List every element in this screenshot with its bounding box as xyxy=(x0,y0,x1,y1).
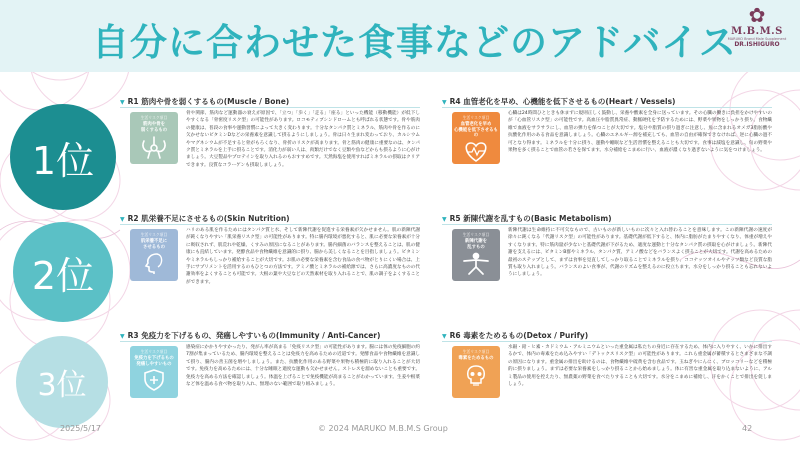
card-title: 肌栄養不足に させるもの xyxy=(140,239,168,250)
brand-doctor: DR.ISHIGURO xyxy=(734,41,780,48)
footer-copyright: © 2024 MARUKO M.B.M.S Group xyxy=(318,424,448,433)
card-title: 筋肉や骨を 弱くするもの xyxy=(140,122,168,133)
section-body: 感染症にかかりやすかったり、発がん率が高まる「免疫リスク型」の可能性があります。腸には体の免疫細胞の約7割が集まっているため、腸内環境を整えることは免疫力を高めるための近道です。発酵食品や食物繊維を意識して摂り、腸内の善玉菌を増やしましょう。また、抗酸化作用のある野菜や果物も積極的に取り入れることが大切です。免疫力を高めるためには、十分な睡眠と適度な運動も欠かせません。ストレスを溜めないことも重要です。免疫力を高める方法を確認しましょう。体温を上げることで免疫機能が高まることがわかっています。生姜や根菜など体を温める食べ物を取り入れ、無理のない範囲で取り組みましょう。 xyxy=(186,345,420,388)
section-body: 心臓は24時間ひとときも休まずに規則正しく鼓動し、栄養や酸素を全身に送っています。その心臓の働きに負担をかけやすいのが「心血管リスク型」の可能性です。高血圧や脂質異常症、動脈硬化を予防するためには、野菜や果物をしっかり摂り、食物繊維で血液をサラサラにし、血管の弾力を保つことが大切です。塩分や脂質の摂り過ぎに注意し、魚に含まれるオメガ3脂肪酸や抗酸化作用のある食品を意識しましょう。心臓のエネルギー源を補充しても、血管の自由が確保できなければ、逆に心臓の過不可となり得ます。ミネラルを十分に摂り、運動や睡眠など生活習慣を整えることも大切です。食事は減塩を意識し、旬の野菜や果物を多く摂ることで血管の若さを保てます。水分補給をこまめに行い、血液が濃くなり過ぎないように気をつけましょう。 xyxy=(508,111,772,154)
triangle-bullet-icon: ▼ xyxy=(442,216,447,223)
card-caption: 生活リスク項目 xyxy=(462,232,490,237)
flower-logo-icon: ✿ xyxy=(748,3,766,27)
risk-card xyxy=(452,346,500,398)
section-r3 xyxy=(120,330,420,422)
section-title: ▼ R5 新陳代謝を乱すもの(Basic Metabolism) xyxy=(442,214,612,223)
section-divider xyxy=(120,224,420,225)
section-divider xyxy=(442,107,772,108)
section-title: ▼ R4 血管老化を早め、心機能を低下させるもの(Heart / Vessels) xyxy=(442,97,676,106)
footer-date: 2025/5/17 xyxy=(60,424,102,433)
card-caption: 生活リスク項目 xyxy=(140,349,168,354)
heart-pulse-icon xyxy=(462,141,490,163)
section-divider xyxy=(442,341,772,342)
triangle-bullet-icon: ▼ xyxy=(442,333,447,340)
triangle-bullet-icon: ▼ xyxy=(120,216,125,223)
skull-icon xyxy=(463,364,489,388)
brand-name: M.B.M.S xyxy=(731,26,783,37)
section-title: ▼ R6 毒素をためるもの(Detox / Purify) xyxy=(442,331,589,340)
triangle-bullet-icon: ▼ xyxy=(120,333,125,340)
rank-label: 1位 xyxy=(31,138,95,183)
risk-card xyxy=(452,229,500,281)
triangle-bullet-icon: ▼ xyxy=(120,99,125,106)
brand-subtitle: MARUKO Brand Male Supplement xyxy=(727,37,787,41)
rank-badge-1 xyxy=(10,104,116,210)
rank-badge-3 xyxy=(16,336,108,428)
face-profile-icon xyxy=(141,252,167,274)
triangle-bullet-icon: ▼ xyxy=(442,99,447,106)
section-divider xyxy=(120,341,420,342)
risk-card xyxy=(130,229,178,281)
risk-card xyxy=(130,112,178,164)
section-title: ▼ R3 免疫力を下げるもの、発癌しやすいもの(Immunity / Anti-Cancer) xyxy=(120,331,381,340)
section-r1 xyxy=(120,96,420,206)
card-caption: 生活リスク項目 xyxy=(140,232,168,237)
section-r6 xyxy=(442,330,772,422)
footer-page-number: 42 xyxy=(742,424,753,433)
card-title: 新陳代謝を 乱すもの xyxy=(465,239,487,250)
yoga-pose-icon xyxy=(462,252,490,276)
section-divider xyxy=(442,224,772,225)
hip-bone-icon xyxy=(139,135,169,159)
card-caption: 生活リスク項目 xyxy=(462,115,490,120)
rank-label: 3位 xyxy=(37,368,87,403)
section-r2 xyxy=(120,213,420,323)
card-caption: 生活リスク項目 xyxy=(462,349,490,354)
rank-label: 2位 xyxy=(31,253,95,298)
risk-card xyxy=(130,346,178,398)
section-r4 xyxy=(442,96,772,206)
section-r5 xyxy=(442,213,772,323)
page-title: 自分に合わせた食事などのアドバイス xyxy=(92,21,737,64)
risk-card xyxy=(452,112,500,164)
section-body: ハリのある肌を作るためにはタンパク質と水、そして新陳代謝を促進する栄養素が欠かせません。肌の新陳代謝が鈍くなりやすい「肌栄養リスク型」の可能性があります。特に腸内環境が悪化すると、肌に必要な栄養素が十分に吸収されず、肌荒れや乾燥、くすみの原因になることがあります。腸内細菌のバランスを整えることは、肌の健康にも直結しています。発酵食品や食物繊維を意識的に摂り、腸から美しくなることを目指しましょう。ビタミンやミネラルもしっかり補給することが大切です。お肌の必要な栄養素を含む食品の食べ物がとりにくい場合は、上手にサプリメントを活用するのもひとつの方法です。アミノ酸とミネラルの補給源では、さらに高濃度なものの代謝効率をよくすることも可能です。大根の葉や大豆などの天然素材を取り入れることで、肌の調子をよくすることができます。 xyxy=(186,228,420,285)
shield-cross-icon xyxy=(142,369,166,391)
section-body: 骨や関節、筋肉など運動器の衰えが原因で、「立つ」「歩く」「走る」「座る」といった機能（移動機能）が低下しやすくなる「骨密度リスク型」の可能性があります。ロコモティブシンドロームとも呼ばれる状態です。骨や筋肉の健康は、普段の食事や運動習慣によって大きく変わります。十分なタンパク質とミネラル、筋肉や骨を作るのに欠かせないビタミンDなどの栄養素を意識して摂るようにしましょう。骨は日々生まれ変わっており、カルシウムやマグネシウムが不足すると骨がもろくなり、骨折のリスクが高まります。骨と筋肉の健康に重要なのは、タンパク質とミネラルを上手に摂ることです。消化力が弱い人は、肉類だけでなく豆類や魚などからも摂るように心がけましょう。大豆製品やプロテインを取り入れるのもおすすめです。天然海塩を使用すればミネラルの摂取はクリアできます。良質なコラーゲンも摂取しましょう。 xyxy=(186,111,420,168)
section-divider xyxy=(120,107,420,108)
card-title: 毒素をためるもの xyxy=(458,356,494,361)
card-title: 免疫力を下げるもの 発癌しやすいもの xyxy=(134,356,174,367)
rank-badge-2 xyxy=(13,222,113,322)
section-body: 水銀・鉛・ヒ素・カドミウム・アルミニウムといった重金属は私たちの身近に存在するため、体内に入りやすく、いかに排出するかで、体内の毒素をため込みやすい「デトックスリスク型」の可能性があります。これら重金属が蓄積するとさまざまな不調の原因になります。重金属の排出を助けるのは、食物繊維や硫黄を含む食品です。玉ねぎやにんにく、ブロッコリーなどを積極的に摂りましょう。まずは必要な栄養素をしっかり摂ることから始めましょう。体に有害な重金属を取り込まないように、アルミ製品の使用を控えたり、無農薬の野菜を食べたりすることも大切です。水分をこまめに補給し、汗をかくことで排出を促しましょう。 xyxy=(508,345,772,388)
section-title: ▼ R1 筋肉や骨を弱くするもの(Muscle / Bone) xyxy=(120,97,290,106)
brand-logo xyxy=(722,4,792,48)
card-caption: 生活リスク項目 xyxy=(140,115,168,120)
card-title: 血管老化を早め 心機能を低下させるもの xyxy=(454,122,498,139)
section-body: 新陳代謝は生命維持に不可欠なもので、古いものが新しいものに次々と入れ替わることを意味します。この新陳代謝の速度が徐々に鈍くなる「代謝リスク型」の可能性があります。基礎代謝が低下すると、体内に脂肪がたまりやすくなり、体重が増えやすくなります。特に筋肉量が少ないと基礎代謝が下がるため、適度な運動と十分なタンパク質の摂取を心がけましょう。新陳代謝を支えるには、ビタミンB群やミネラル、タンパク質、アミノ酸などをバランスよく摂ることが大切です。代謝を高めるための最初のステップとして、まずは食事を見直してしっかり取ることでミネラルを摂り、ココナッツオイルやナッツ類など良質な脂質も取り入れましょう。バランスのよい食事が、代謝のリズムを整えるのに役立ちます。水分をしっかり摂ることも忘れないようにしましょう。 xyxy=(508,228,772,278)
section-title: ▼ R2 肌栄養不足にさせるもの(Skin Nutrition) xyxy=(120,214,290,223)
